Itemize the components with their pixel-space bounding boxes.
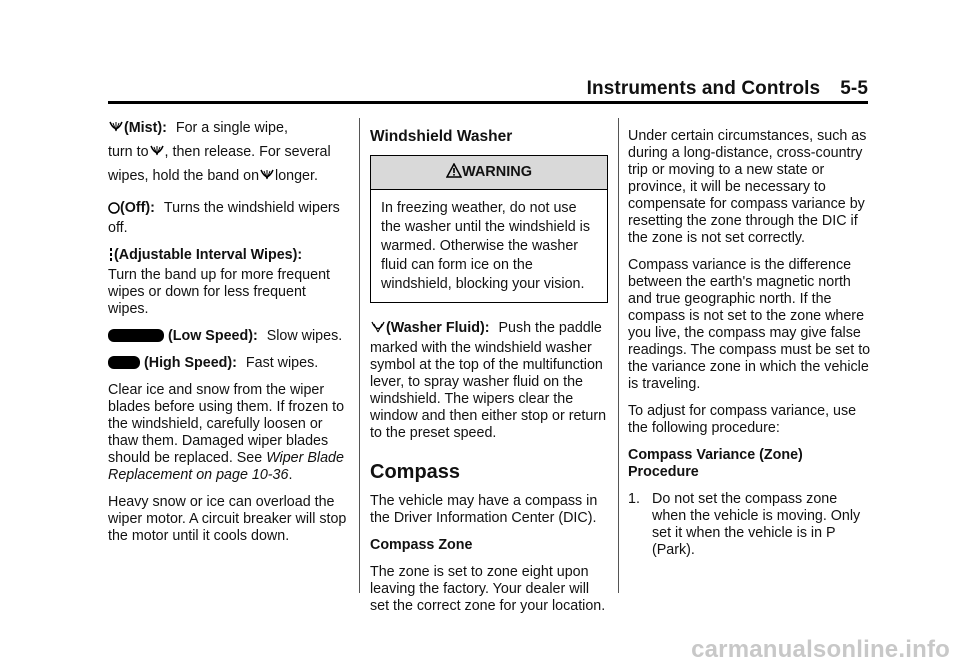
page-number: 5-5 (840, 78, 868, 99)
column-divider (618, 118, 619, 593)
washer-icon (370, 319, 386, 340)
mist-paragraph: (Mist): For a single wipe, turn to , then release. For several wipes, hold the band on longer. (108, 118, 348, 190)
off-icon (108, 201, 120, 220)
warning-header (371, 156, 607, 190)
washer-heading: Windshield Washer (370, 128, 513, 145)
mist-icon (259, 167, 275, 190)
warning-title: WARNING (461, 164, 533, 180)
washer-label: (Washer Fluid): (386, 320, 490, 336)
mist-icon (108, 119, 124, 142)
compass-heading: Compass (370, 461, 461, 483)
high-speed-icon (108, 356, 140, 369)
section-title: Instruments and Controls (586, 78, 821, 99)
compass-paragraph: The vehicle may have a compass in the Driver Information Center (DIC). (370, 493, 598, 526)
mist-label: (Mist): (124, 120, 167, 136)
variance-intro-paragraph: Under certain circumstances, such as during a long-distance, cross-country trip or moving to a new state or province, it will be necessary to compensate for compass variance by resetting the zone through the DIC if the zone is not set correctly. (628, 128, 867, 246)
warning-text: In freezing weather, do not use the washer until the windshield is warmed. Otherwise the washer fluid can form ice on the windshield, blocking your vision. (381, 200, 591, 292)
low-speed-label: (Low Speed): (167, 328, 258, 344)
column-divider (359, 118, 360, 593)
watermark: carmanualsonline.info (691, 636, 950, 663)
step-text: Do not set the compass zone when the vehicle is moving. Only set it when the vehicle is in P (Park). (652, 491, 861, 558)
variance-definition-paragraph: Compass variance is the difference between the earth's magnetic north and true geographic north. If the compass is not set to the zone where you live, the compass may give false readings. The compass must be set to the variance zone in which the vehicle is traveling. (628, 257, 871, 392)
mist-icon (149, 143, 165, 166)
step-number: 1. (628, 491, 640, 507)
warning-box (370, 155, 608, 303)
procedure-intro-paragraph: To adjust for compass variance, use the following procedure: (628, 403, 857, 436)
washer-paragraph: (Washer Fluid): Push the paddle marked with the windshield washer symbol at the top of the multifunction lever, to spray washer fluid on the windshield. The wipers clear the window and then either stop or return to the preset speed. (370, 320, 607, 441)
interval-label: (Adjustable Interval Wipes): (114, 247, 303, 263)
page-header (587, 78, 868, 100)
column-2 (370, 118, 608, 625)
high-speed-label: (High Speed): (143, 355, 237, 371)
low-speed-icon (108, 329, 164, 342)
snow-paragraph: Heavy snow or ice can overload the wiper motor. A circuit breaker will stop the motor until it cools down. (108, 494, 347, 544)
high-speed-paragraph: (High Speed): Fast wipes. (108, 355, 348, 372)
list-item (628, 491, 872, 559)
compass-zone-paragraph: The zone is set to zone eight upon leaving the factory. Your dealer will set the correct zone for your location. (370, 564, 606, 614)
procedure-heading: Compass Variance (Zone) Procedure (628, 447, 803, 480)
ice-paragraph: Clear ice and snow from the wiper blades before using them. If frozen to the windshield, carefully loosen or thaw them. Damaged wiper blades should be replaced. See Wiper Blade Replacement on page 10-36. (108, 382, 345, 483)
low-speed-paragraph: (Low Speed): Slow wipes. (108, 328, 348, 345)
off-label: (Off): (120, 200, 155, 216)
compass-zone-heading: Compass Zone (370, 537, 473, 553)
column-3 (628, 118, 872, 559)
wiper-blade-link[interactable]: Wiper Blade Replacement on page 10-36 (108, 450, 344, 483)
warning-icon (446, 163, 462, 183)
header-rule (108, 101, 868, 104)
column-1 (108, 118, 348, 555)
interval-paragraph: (Adjustable Interval Wipes): Turn the band up for more frequent wipes or down for less frequent wipes. (108, 247, 330, 317)
off-paragraph: (Off): Turns the windshield wipers off. (108, 200, 340, 236)
